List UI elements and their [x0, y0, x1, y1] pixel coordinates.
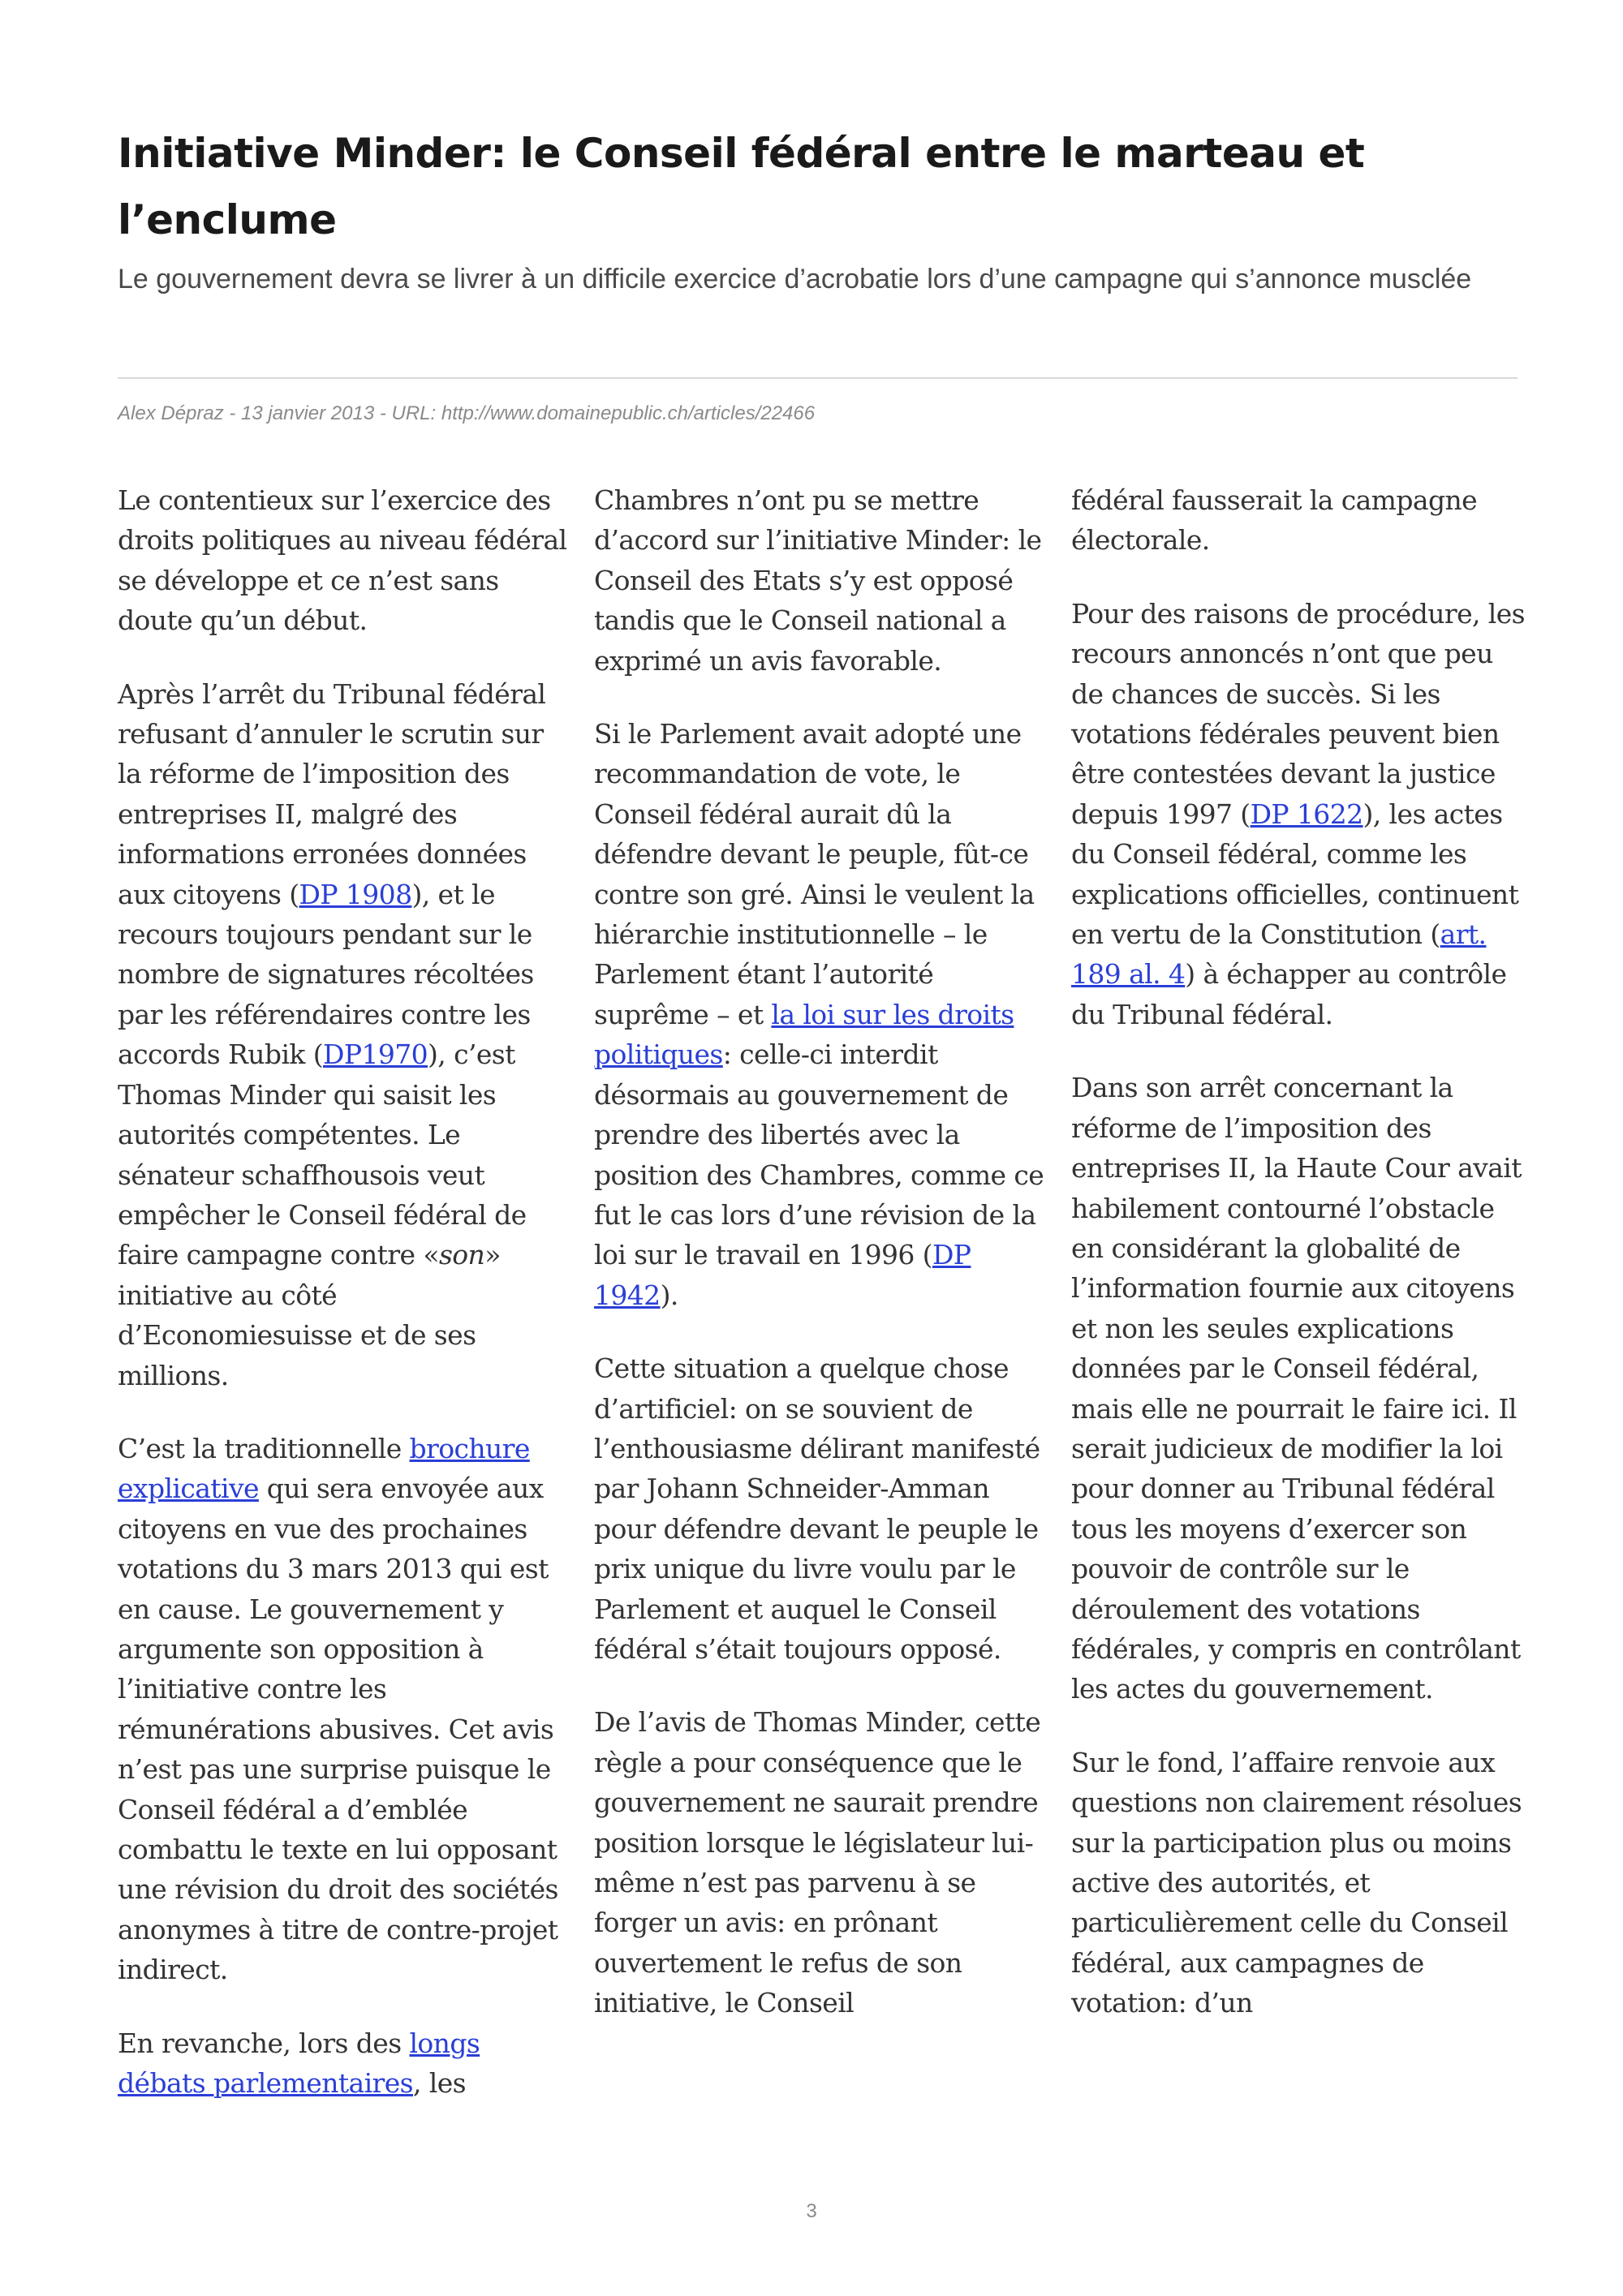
- text-run: C’est la traditionnelle: [118, 1432, 410, 1464]
- paragraph: Chambres n’ont pu se mettre d’accord sur l’initiative Minder: le Conseil des Etats s’y est opposé tandis que le Conseil national a exprimé un avis favorable.: [594, 484, 1042, 677]
- link-art-189[interactable]: art. 189 al. 4: [1071, 918, 1487, 991]
- article-subtitle: Le gouvernement devra se livrer à un difficile exercice d’acrobatie lors d’une campagne qui s’annonce musclée: [118, 264, 1472, 295]
- link-brochure-explicative[interactable]: brochure explicative: [118, 1432, 530, 1505]
- paragraph: De l’avis de Thomas Minder, cette règle a pour conséquence que le gouvernement ne saurait prendre position lorsque le législateur lui-même n’est pas parvenu à se forger un avis: en prônant ouvertement le refus de son initiative, le Conseil: [594, 1706, 1041, 2019]
- page-number: 3: [806, 2200, 817, 2222]
- header-divider: [118, 377, 1518, 379]
- text-run: : celle-ci interdit désormais au gouvernement de prendre des libertés avec la position des Chambres, comme ce fut le cas lors d’une révision de la loi sur le travail en 1996 (: [594, 1038, 1044, 1271]
- text-run: En revanche, lors des: [118, 2027, 410, 2059]
- paragraph: [118, 1429, 572, 1990]
- paragraph: [118, 674, 572, 1395]
- article-byline: Alex Dépraz - 13 janvier 2013 - URL: http://www.domainepublic.ch/articles/22466: [118, 402, 816, 424]
- paragraph: [1071, 594, 1526, 1034]
- text-run: , les: [413, 2067, 466, 2100]
- link-dp-1908[interactable]: DP 1908: [299, 878, 412, 910]
- text-run: ), et le recours toujours pendant sur le nombre de signatures récoltées par les référendaires contre les accords Rubik (: [118, 878, 534, 1071]
- text-run: Après l’arrêt du Tribunal fédéral refusant d’annuler le scrutin sur la réforme de l’imposition des entreprises II, malgré des informations erronées données aux citoyens (: [118, 677, 546, 910]
- paragraph: Sur le fond, l’affaire renvoie aux questions non clairement résolues sur la participation plus ou moins active des autorités, et particulièrement celle du Conseil fédéral, aux campagnes de votation: d’un: [1071, 1746, 1522, 2019]
- emphasis-son: son: [438, 1239, 485, 1271]
- paragraph: [118, 2023, 572, 2104]
- text-column-1: [118, 480, 572, 2136]
- link-dp-1970[interactable]: DP1970: [322, 1038, 428, 1071]
- text-run: ), c’est Thomas Minder qui saisit les autorités compétentes. Le sénateur schaffhousois veut empêcher le Conseil fédéral de faire campagne contre «: [118, 1038, 527, 1271]
- link-loi-droits-politiques[interactable]: la loi sur les droits politiques: [594, 998, 1014, 1071]
- text-run: ), les actes du Conseil fédéral, comme les explications officielles, continuent en vertu de la Constitution (: [1071, 798, 1519, 951]
- paragraph: fédéral fausserait la campagne électorale.: [1071, 484, 1478, 557]
- paragraph: [594, 714, 1048, 1315]
- link-dp-1622[interactable]: DP 1622: [1250, 798, 1363, 830]
- paragraph: Cette situation a quelque chose d’artificiel: on se souvient de l’enthousiasme délirant manifesté par Johann Schneider-Amman pour défendre devant le peuple le prix unique du livre voulu par le Parlement et auquel le Conseil fédéral s’était toujours opposé.: [594, 1352, 1040, 1665]
- paragraph: Dans son arrêt concernant la réforme de l’imposition des entreprises II, la Haute Cour avait habilement contourné l’obstacle en considérant la globalité de l’information fournie aux citoyens et non les seules explications données par le Conseil fédéral, mais elle ne pourrait le faire ici. Il serait judicieux de modifier la loi pour donner au Tribunal fédéral tous les moyens d’exercer son pouvoir de contrôle sur le déroulement des votations fédérales, y compris en contrôlant les actes du gouvernement.: [1071, 1072, 1522, 1705]
- text-run: Pour des raisons de procédure, les recours annoncés n’ont que peu de chances de succès. Si les votations fédérales peuvent bien être contestées devant la justice depuis 1997 (: [1071, 597, 1526, 830]
- text-run: ) à échapper au contrôle du Tribunal fédéral.: [1071, 958, 1507, 1030]
- link-dp-1942[interactable]: DP 1942: [594, 1239, 971, 1311]
- text-run: ).: [660, 1279, 678, 1311]
- text-run: qui sera envoyée aux citoyens en vue des prochaines votations du 3 mars 2013 qui est en cause. Le gouvernement y argumente son opposition à l’initiative contre les rémunérations abusives. Cet avis n’est pas une surprise puisque le Conseil fédéral a d’emblée combattu le texte en lui opposant une révision du droit des sociétés anonymes à titre de contre-projet indirect.: [118, 1473, 558, 1986]
- text-column-2: [594, 480, 1048, 2057]
- text-run: Si le Parlement avait adopté une recommandation de vote, le Conseil fédéral aurait dû la défendre devant le peuple, fût-ce contre son gré. Ainsi le veulent la hiérarchie institutionnelle – le Parlement étant l’autorité suprême – et: [594, 718, 1035, 1030]
- text-column-3: [1071, 480, 1526, 2057]
- paragraph: Le contentieux sur l’exercice des droits politiques au niveau fédéral se développe et ce n’est sans doute qu’un début.: [118, 484, 567, 637]
- link-debats-parlementaires[interactable]: longs débats parlementaires: [118, 2027, 480, 2100]
- article-title: Initiative Minder: le Conseil fédéral entre le marteau et l’enclume: [118, 130, 1365, 243]
- text-run: » initiative au côté d’Economiesuisse et de ses millions.: [118, 1239, 501, 1391]
